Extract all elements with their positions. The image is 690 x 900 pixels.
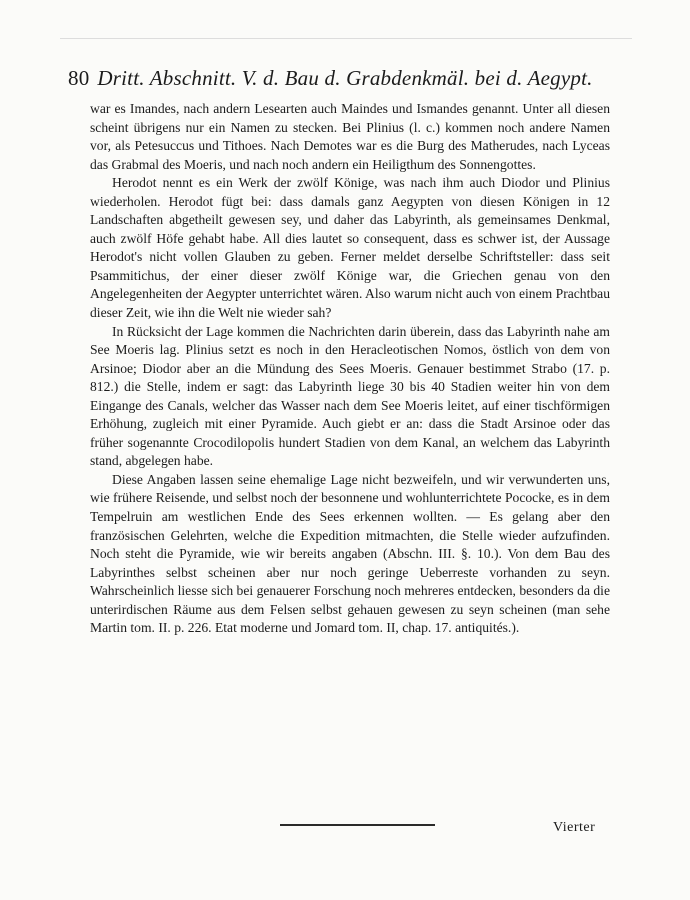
end-rule xyxy=(280,824,435,826)
page-number: 80 xyxy=(68,66,90,90)
running-header xyxy=(68,66,628,91)
body-text xyxy=(90,100,610,638)
scan-edge xyxy=(60,38,632,39)
running-title: Dritt. Abschnitt. V. d. Bau d. Grabdenkmäl. bei d. Aegypt. xyxy=(97,66,593,90)
paragraph-1: war es Imandes, nach andern Lesearten auch Maindes und Ismandes genannt. Unter all diesen scheint übrigens nur ein Namen zu stecken. Bei Plinius (l. c.) kommen noch andere Namen vor, als Petesuccus und Tithoes. Nach Demotes war es die Burg des Matherudes, nach Lyceas das Grabmal des Moeris, und nach noch andern ein Heiligthum des Sonnengottes. xyxy=(90,101,610,172)
catchword: Vierter xyxy=(553,820,596,835)
paragraph-3: In Rücksicht der Lage kommen die Nachrichten darin überein, dass das Labyrinth nahe am See Moeris lag. Plinius setzt es noch in den Heracleotischen Nomos, östlich von dem von Arsinoe; Diodor aber an die Mündung des Sees Moeris. Genauer bestimmet Strabo (17. p. 812.) die Stelle, indem er sagt: das Labyrinth liege 30 bis 40 Stadien weiter hin von dem Eingange des Canals, welcher das Wasser nach dem See Moeris leitet, auf einer tischförmigen Erhöhung, zugleich mit einer Pyramide. Auch giebt er an: dass die Stadt Arsinoe oder das früher sogenannte Crocodilopolis hundert Stadien von dem Kanal, an welchem das Labyrinth stand, abgelegen habe. xyxy=(90,323,610,469)
paragraph-4: Diese Angaben lassen seine ehemalige Lage nicht bezweifeln, und wir verwunderten uns, wie frühere Reisende, und selbst noch der besonnene und wohlunterrichtete Pococke, es in dem Tempelruin am westlichen Ende des Sees erkennen wollten. — Es gelang aber den französischen Gelehrten, welche die Expedition mitmachten, die Stelle wieder aufzufinden. Noch steht die Pyramide, wie wir bereits angaben (Abschn. III. §. 10.). Von dem Bau des Labyrinthes selbst scheinen aber nur noch geringe Ueberreste vorhanden zu seyn. Wahrscheinlich liesse sich bei genauerer Forschung noch mehreres entdecken, besonders da die unterirdischen Räume aus dem Felsen selbst gehauen gewesen zu seyn scheinen (man sehe Martin tom. II. p. 226. Etat moderne und Jomard tom. II, chap. 17. antiquités.). xyxy=(90,471,610,636)
paragraph-2: Herodot nennt es ein Werk der zwölf Könige, was nach ihm auch Diodor und Plinius wiederholen. Herodot fügt bei: dass damals ganz Aegypten von diesen Königen in 12 Landschaften abgetheilt gewesen sey, und daher das Labyrinth, als gemeinsames Denkmal, auch zwölf Höfe gehabt habe. All dies lautet so consequent, dass es schwer ist, der Aussage Herodot's nicht vollen Glauben zu geben. Ferner meldet derselbe Schriftsteller: dass seit Psammitichus, der einer dieser zwölf Könige war, die Griechen genau von den Angelegenheiten der Aegypter unterrichtet wären. Also warum nicht auch von einem Prachtbau dieser Zeit, wie ihn die Welt nie wieder sah? xyxy=(90,175,610,321)
